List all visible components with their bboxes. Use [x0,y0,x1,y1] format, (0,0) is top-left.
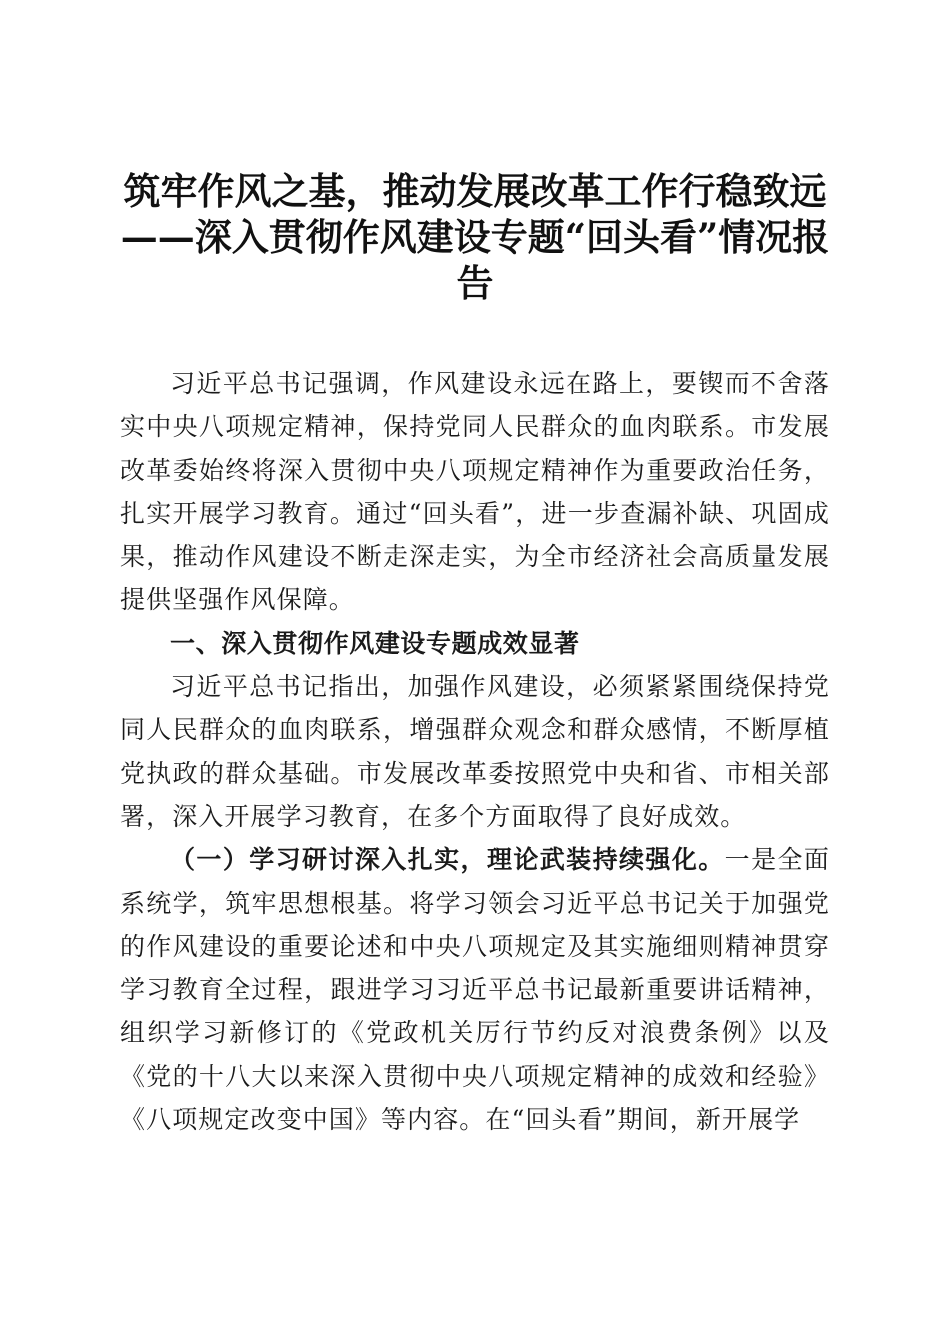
title-line-1: 筑牢作风之基，推动发展改革工作行稳致远 [123,169,827,213]
subsection-text: 一是全面系统学，筑牢思想根基。将学习领会习近平总书记关于加强党的作风建设的重要论述和中央八项规定及其实施细则精神贯穿学习教育全过程，跟进学习习近平总书记最新重要讲话精神，组织学习新修订的《党政机关厉行节约反对浪费条例》以及《党的十八大以来深入贯彻中央八项规定精神的成效和经验》《八项规定改变中国》等内容。在“回头看”期间，新开展学 [120,845,830,1135]
subsection-heading: （一）学习研讨深入扎实，理论武装持续强化。 [170,845,725,875]
title-line-2: ——深入贯彻作风建设专题“回头看”情况报 [120,215,830,259]
subsection-paragraph [120,838,830,1141]
document-title [120,168,830,306]
title-line-3: 告 [456,261,494,305]
document-body [120,362,830,1141]
section-heading: 一、深入贯彻作风建设专题成效显著 [170,628,580,658]
section-paragraph: 习近平总书记指出，加强作风建设，必须紧紧围绕保持党同人民群众的血肉联系，增强群众观念和群众感情，不断厚植党执政的群众基础。市发展改革委按照党中央和省、市相关部署，深入开展学习教育，在多个方面取得了良好成效。 [120,672,830,831]
intro-paragraph: 习近平总书记强调，作风建设永远在路上，要锲而不舍落实中央八项规定精神，保持党同人民群众的血肉联系。市发展改革委始终将深入贯彻中央八项规定精神作为重要政治任务，扎实开展学习教育。通过“回头看”，进一步查漏补缺、巩固成果，推动作风建设不断走深走实，为全市经济社会高质量发展提供坚强作风保障。 [120,369,830,615]
